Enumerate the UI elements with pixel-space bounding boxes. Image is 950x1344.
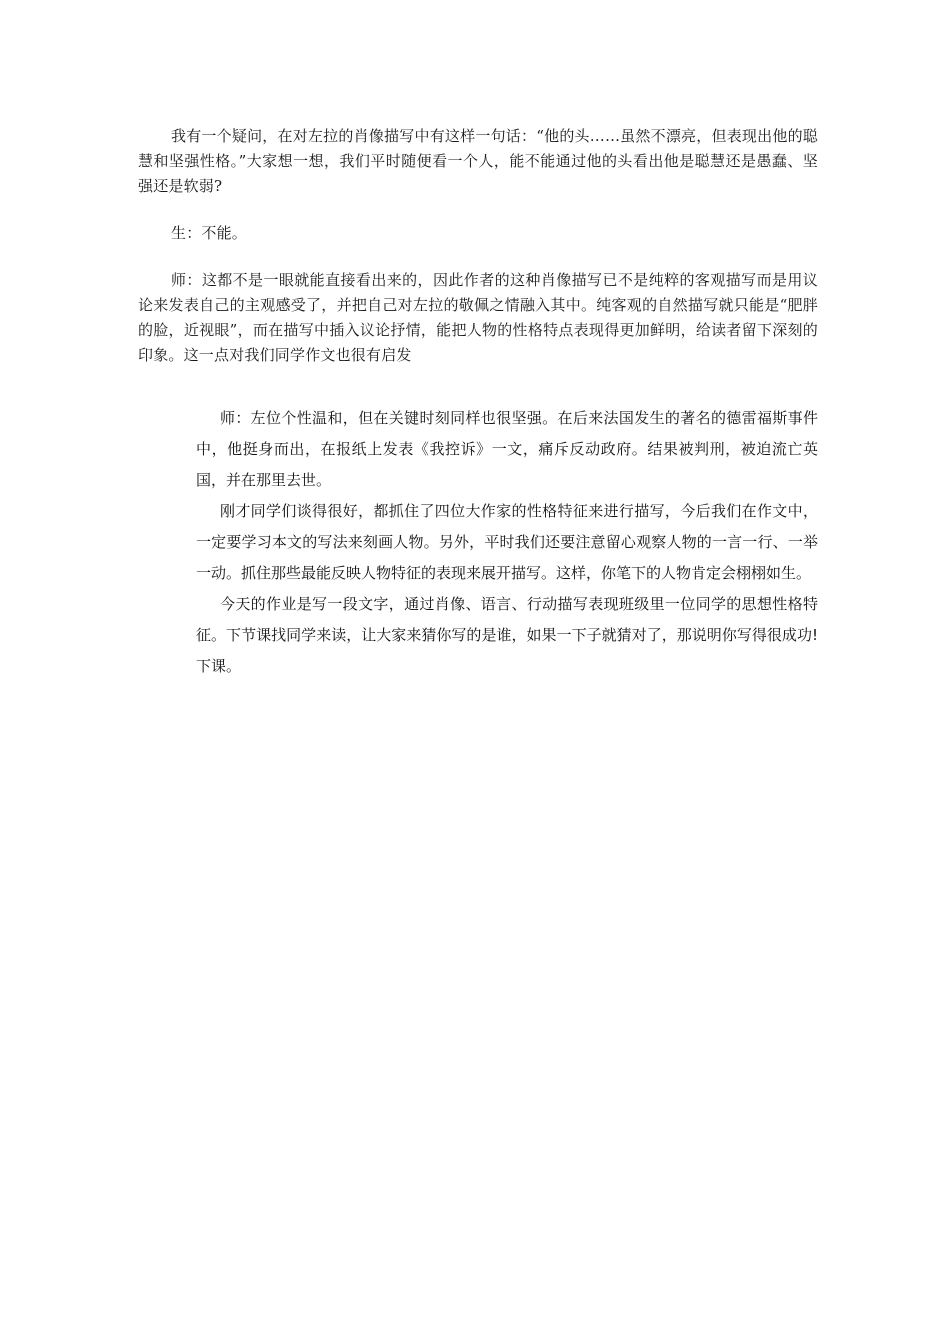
summary-paragraph: 刚才同学们谈得很好，都抓住了四位大作家的性格特征来进行描写，今后我们在作文中，一定要学习本文的写法来刻画人物。另外，平时我们还要注意留心观察人物的一言一行、一举一动。抓住那些最能反映人物特征的表现来展开描写。这样，你笔下的人物肯定会栩栩如生。 — [196, 502, 818, 582]
teacher-explanation-paragraph: 师：这都不是一眼就能直接看出来的，因此作者的这种肖像描写已不是纯粹的客观描写而是用议论来发表自己的主观感受了，并把自己对左拉的敬佩之情融入其中。纯客观的自然描写就只能是“肥胖的脸，近视眼”，而在描写中插入议论抒情，能把人物的性格特点表现得更加鲜明，给读者留下深刻的印象。这一点对我们同学作文也很有启发 — [138, 271, 818, 364]
teacher-zola-paragraph: 师：左位个性温和，但在关键时刻同样也很坚强。在后来法国发生的著名的德雷福斯事件中，他挺身而出，在报纸上发表《我控诉》一文，痛斥反动政府。结果被判刑，被迫流亡英国，并在那里去世。 — [196, 409, 818, 489]
homework-paragraph: 今天的作业是写一段文字，通过肖像、语言、行动描写表现班级里一位同学的思想性格特征。下节课找同学来读，让大家来猜你写的是谁，如果一下子就猜对了，那说明你写得很成功!下课。 — [196, 595, 818, 675]
lesson-transcript-part-2 — [196, 403, 818, 682]
lesson-transcript-part-1 — [138, 124, 818, 368]
paragraph-spacer — [138, 246, 818, 268]
student-answer-paragraph: 生：不能。 — [171, 224, 248, 242]
teacher-question-paragraph: 我有一个疑问，在对左拉的肖像描写中有这样一句话：“他的头……虽然不漂亮，但表现出他的聪慧和坚强性格。”大家想一想，我们平时随便看一个人，能不能通过他的头看出他是聪慧还是愚蠢、坚强还是软弱? — [138, 127, 818, 195]
paragraph-spacer — [138, 199, 818, 221]
